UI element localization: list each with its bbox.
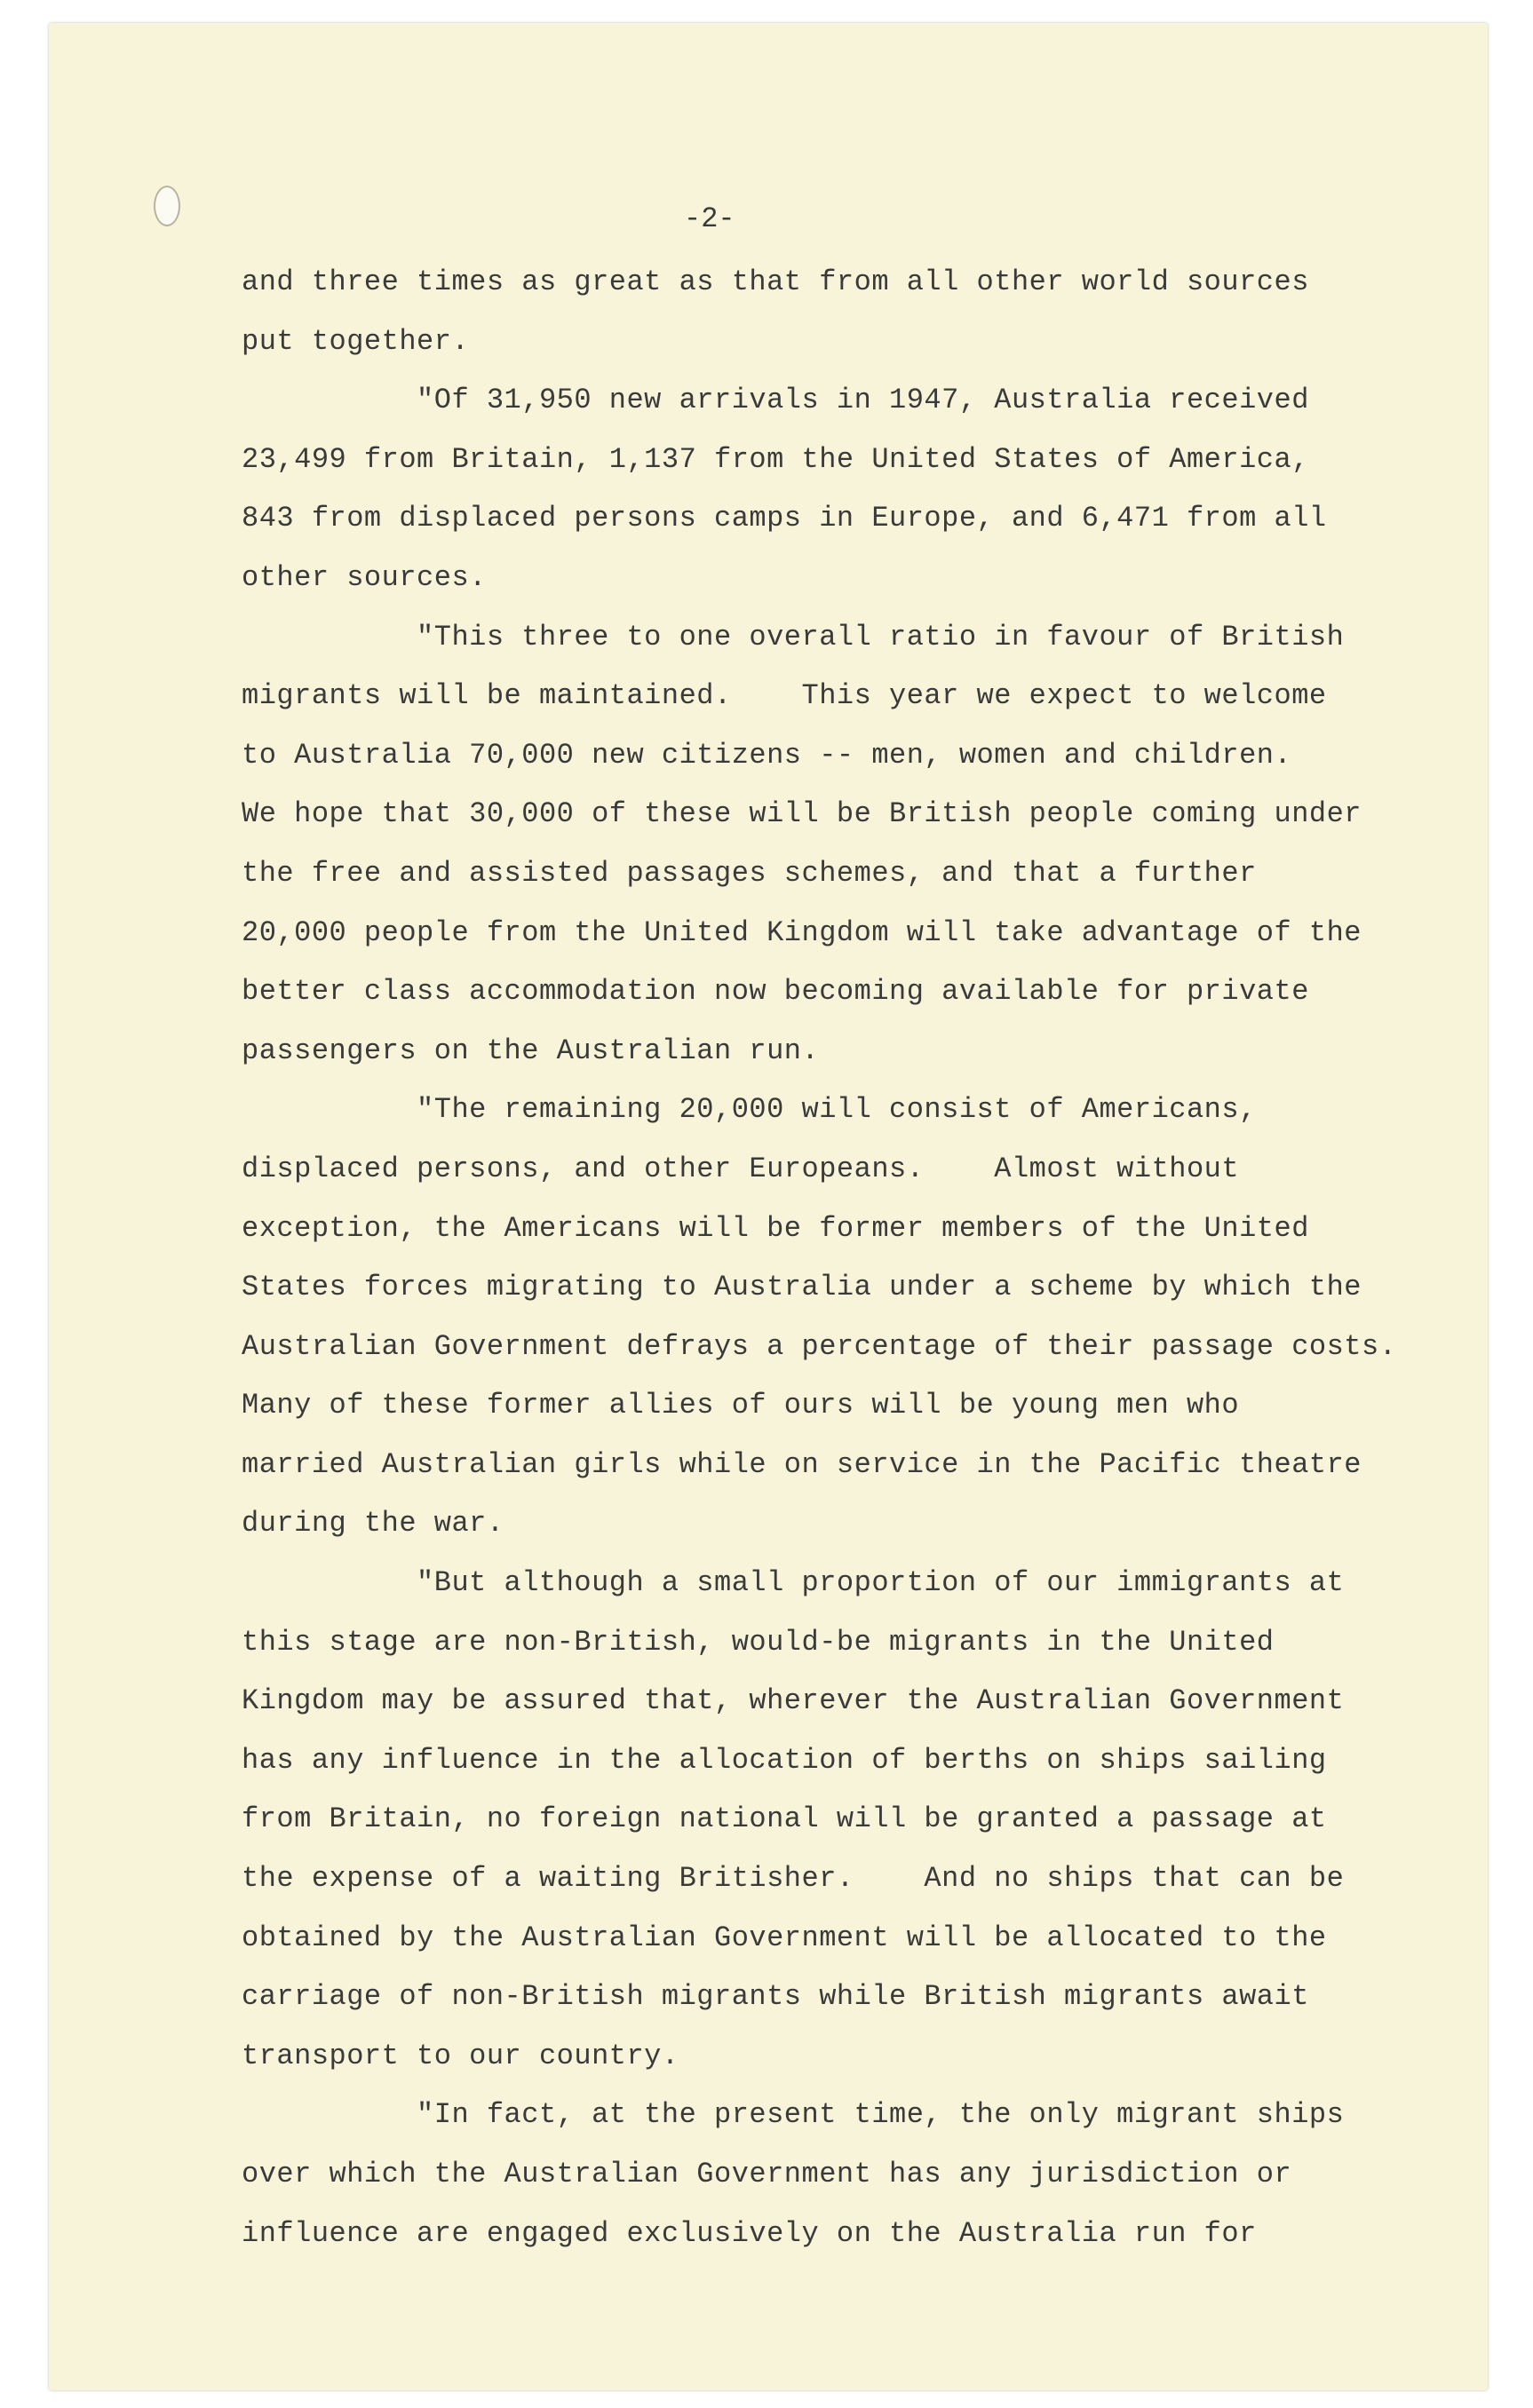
text-line: and three times as great as that from all other world sources <box>242 265 1309 298</box>
text-line: during the war. <box>242 1507 504 1541</box>
text-line: displaced persons, and other Europeans. Almost without <box>242 1152 1240 1185</box>
text-line: exception, the Americans will be former members of the United <box>242 1211 1309 1245</box>
text-line: 843 from displaced persons camps in Europe, and 6,471 from all <box>242 502 1327 535</box>
text-line: 23,499 from Britain, 1,137 from the United States of America, <box>242 442 1309 476</box>
text-line: married Australian girls while on service in the Pacific theatre <box>242 1447 1362 1481</box>
text-line: influence are engaged exclusively on the Australia run for <box>242 2216 1257 2250</box>
text-line: passengers on the Australian run. <box>242 1034 820 1067</box>
text-line: "This three to one overall ratio in favour of British <box>242 620 1345 653</box>
text-line: migrants will be maintained. This year we expect to welcome <box>242 679 1327 713</box>
text-line: carriage of non-British migrants while British migrants await <box>242 1980 1309 2014</box>
text-line: from Britain, no foreign national will be granted a passage at <box>242 1802 1327 1836</box>
body-text <box>242 253 1432 2263</box>
punch-hole <box>154 186 180 226</box>
text-line: the free and assisted passages schemes, and that a further <box>242 856 1257 890</box>
text-line: the expense of a waiting Britisher. And no ships that can be <box>242 1862 1345 1896</box>
text-line: obtained by the Australian Government will be allocated to the <box>242 1921 1327 1954</box>
text-line: States forces migrating to Australia under a scheme by which the <box>242 1271 1362 1304</box>
text-line: has any influence in the allocation of berths on ships sailing <box>242 1743 1327 1777</box>
text-line: "In fact, at the present time, the only migrant ships <box>242 2098 1345 2132</box>
text-line: We hope that 30,000 of these will be British people coming under <box>242 797 1362 831</box>
page-number: -2- <box>684 202 735 235</box>
text-line: to Australia 70,000 new citizens -- men, women and children. <box>242 738 1292 772</box>
text-line: Kingdom may be assured that, wherever the Australian Government <box>242 1684 1345 1718</box>
text-line: better class accommodation now becoming available for private <box>242 975 1309 1009</box>
text-line: 20,000 people from the United Kingdom will take advantage of the <box>242 915 1362 949</box>
text-line: Many of these former allies of ours will be young men who <box>242 1389 1240 1422</box>
text-line: over which the Australian Government has any jurisdiction or <box>242 2158 1292 2190</box>
text-line: "Of 31,950 new arrivals in 1947, Australia received <box>242 384 1309 417</box>
text-line: this stage are non-British, would-be migrants in the United <box>242 1625 1275 1659</box>
text-line: "But although a small proportion of our immigrants at <box>242 1566 1345 1600</box>
text-line: "The remaining 20,000 will consist of Americans, <box>242 1093 1257 1127</box>
text-line: transport to our country. <box>242 2039 679 2072</box>
text-line: Australian Government defrays a percentage of their passage costs. <box>242 1329 1397 1363</box>
text-line: put together. <box>242 324 470 358</box>
text-line: other sources. <box>242 560 487 594</box>
